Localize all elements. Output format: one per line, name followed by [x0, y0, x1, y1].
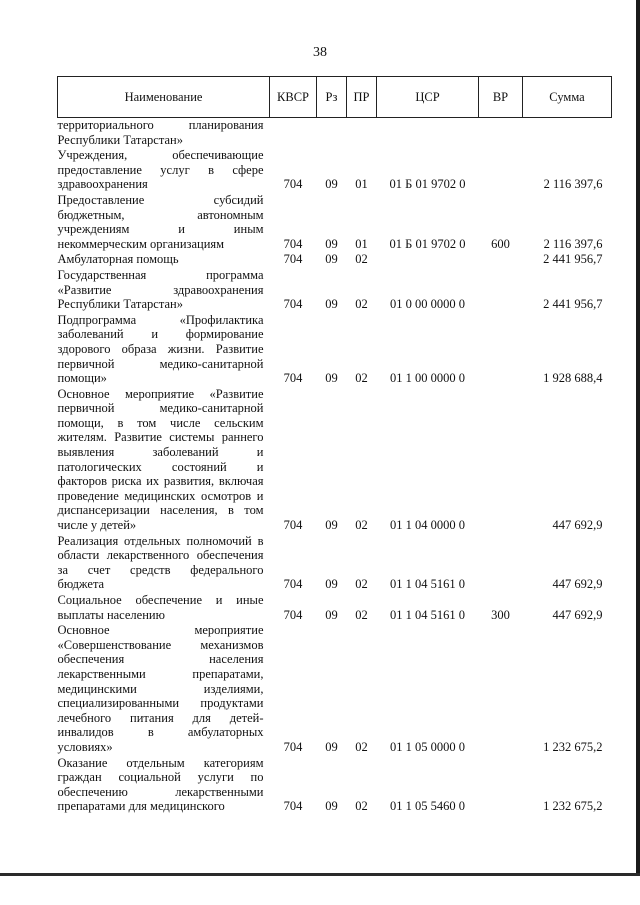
scan-bottom-edge	[0, 873, 640, 876]
row-name-line: первичной медико-санитарной	[57, 356, 264, 371]
row-pr: 01	[355, 177, 368, 192]
row-name-line: помощи, в том числе сельским	[57, 415, 264, 430]
row-rz: 09	[325, 236, 338, 251]
row-name-line: инвалидов в амбулаторных	[57, 725, 264, 740]
table-header-row	[58, 77, 612, 118]
row-name-line: жителям. Развитие системы раннего	[57, 430, 264, 445]
row-csr: 01 1 05 0000 0	[390, 739, 465, 754]
row-sum: 447 692,9	[552, 577, 603, 592]
header-kvsr: КВСР	[270, 77, 317, 118]
row-name-line: Предоставление субсидий	[57, 192, 264, 207]
row-csr: 01 1 04 0000 0	[390, 518, 465, 533]
row-name-line: Оказание отдельным категориям	[57, 755, 264, 770]
row-name	[58, 252, 270, 268]
row-name	[58, 623, 270, 755]
table-row	[58, 756, 612, 815]
row-name-line: лечебного питания для детей-	[57, 710, 264, 725]
row-name-line: условиях»	[57, 739, 113, 754]
row-sum: 2 441 956,7	[543, 252, 603, 267]
row-pr: 02	[355, 518, 368, 533]
row-name	[58, 387, 270, 534]
row-name-line: Республики Татарстан»	[57, 132, 183, 147]
row-csr: 01 0 00 0000 0	[390, 297, 465, 312]
row-sum: 447 692,9	[552, 518, 603, 533]
row-csr: 01 1 05 5460 0	[390, 799, 465, 814]
row-name-line: некоммерческим организациям	[57, 236, 225, 251]
row-vr	[479, 756, 523, 815]
row-sum	[523, 118, 612, 149]
row-name-line: Амбулаторная помощь	[57, 252, 179, 267]
row-kvsr: 704	[283, 577, 303, 592]
row-vr: 300	[491, 607, 510, 622]
table-row	[58, 118, 612, 149]
row-name-line: выявления заболеваний и	[57, 445, 264, 460]
row-name-line: выплаты населению	[57, 607, 165, 622]
table-row	[58, 387, 612, 534]
row-vr	[479, 268, 523, 313]
header-name: Наименование	[58, 77, 270, 118]
row-name-line: Социальное обеспечение и иные	[57, 593, 264, 607]
row-name	[58, 756, 270, 815]
row-name-line: «Совершенствование механизмов	[57, 637, 264, 652]
row-rz: 09	[325, 252, 338, 267]
scan-right-edge	[636, 0, 640, 876]
row-name-line: Республики Татарстан»	[57, 297, 183, 312]
row-pr: 02	[355, 799, 368, 814]
row-vr	[479, 387, 523, 534]
row-sum: 2 116 397,6	[543, 177, 603, 192]
row-csr: 01 1 00 0000 0	[390, 371, 465, 386]
row-name	[58, 268, 270, 313]
row-name-line: патологических состояний и	[57, 459, 264, 474]
row-csr	[377, 118, 479, 149]
table-row	[58, 593, 612, 623]
row-kvsr: 704	[283, 297, 303, 312]
table-row	[58, 268, 612, 313]
table-row	[58, 252, 612, 268]
row-kvsr: 704	[283, 799, 303, 814]
row-csr: 01 Б 01 9702 0	[389, 177, 466, 192]
row-name-line: Основное мероприятие «Развитие	[57, 386, 264, 401]
row-name-line: области лекарственного обеспечения	[57, 548, 264, 563]
row-name-line: факторов риска их развития, включая	[57, 474, 264, 489]
row-csr: 01 Б 01 9702 0	[389, 236, 466, 251]
row-pr: 02	[355, 607, 368, 622]
row-name-line: предоставление услуг в сфере	[57, 162, 264, 177]
row-rz: 09	[325, 739, 338, 754]
header-rz: Рз	[317, 77, 347, 118]
row-name-line: за счет средств федерального	[57, 562, 264, 577]
header-csr: ЦСР	[377, 77, 479, 118]
row-vr	[479, 313, 523, 387]
row-name-line: заболеваний и формирование	[57, 327, 264, 342]
row-sum: 1 232 675,2	[543, 799, 603, 814]
row-kvsr	[270, 118, 317, 149]
row-name-line: проведение медицинских осмотров и	[57, 488, 264, 503]
page-number: 38	[313, 45, 327, 60]
table-row	[58, 623, 612, 755]
row-name-line: числе у детей»	[57, 518, 137, 533]
row-sum: 2 441 956,7	[543, 297, 603, 312]
row-rz	[317, 118, 347, 149]
row-name-line: здравоохранения	[57, 177, 148, 192]
row-name	[58, 534, 270, 593]
row-rz: 09	[325, 297, 338, 312]
row-vr	[479, 534, 523, 593]
header-vr: ВР	[479, 77, 523, 118]
row-csr: 01 1 04 5161 0	[390, 607, 465, 622]
row-name-line: обеспечения населения	[57, 652, 264, 667]
header-sum: Сумма	[523, 77, 612, 118]
table-row	[58, 193, 612, 252]
row-rz: 09	[325, 799, 338, 814]
row-kvsr: 704	[283, 236, 303, 251]
row-pr: 02	[355, 739, 368, 754]
row-name-line: бюджета	[57, 577, 105, 592]
row-vr	[479, 148, 523, 193]
row-name	[58, 313, 270, 387]
row-csr: 01 1 04 5161 0	[390, 577, 465, 592]
row-name-line: обеспечению лекарственными	[57, 784, 264, 799]
row-name	[58, 593, 270, 623]
row-csr	[377, 252, 479, 268]
row-sum: 447 692,9	[552, 607, 603, 622]
row-pr: 02	[355, 371, 368, 386]
row-vr	[479, 623, 523, 755]
row-name	[58, 148, 270, 193]
row-name-line: диспансеризации населения, в том	[57, 503, 264, 518]
row-kvsr: 704	[283, 252, 303, 267]
row-pr: 02	[355, 297, 368, 312]
header-pr: ПР	[347, 77, 377, 118]
budget-table	[57, 76, 612, 815]
table-row	[58, 313, 612, 387]
row-sum: 1 928 688,4	[543, 371, 603, 386]
row-vr	[479, 252, 523, 268]
row-vr: 600	[491, 236, 510, 251]
row-kvsr: 704	[283, 371, 303, 386]
row-name-line: Реализация отдельных полномочий в	[57, 533, 264, 548]
row-name-line: первичной медико-санитарной	[57, 401, 264, 416]
row-pr: 02	[355, 577, 368, 592]
row-name-line: Подпрограмма «Профилактика	[57, 312, 264, 327]
row-kvsr: 704	[283, 739, 303, 754]
row-name-line: учреждениям и иным	[57, 222, 264, 237]
row-name	[58, 118, 270, 149]
row-rz: 09	[325, 371, 338, 386]
row-name-line: помощи»	[57, 371, 107, 386]
row-rz: 09	[325, 577, 338, 592]
row-rz: 09	[325, 518, 338, 533]
row-vr	[479, 118, 523, 149]
table-row	[58, 148, 612, 193]
row-pr: 01	[355, 236, 368, 251]
row-name	[58, 193, 270, 252]
row-name-line: «Развитие здравоохранения	[57, 282, 264, 297]
row-kvsr: 704	[283, 518, 303, 533]
row-rz: 09	[325, 607, 338, 622]
row-pr	[347, 118, 377, 149]
row-name-line: Основное мероприятие	[57, 623, 264, 638]
row-name-line: специализированными продуктами	[57, 696, 264, 711]
table-row	[58, 534, 612, 593]
row-rz: 09	[325, 177, 338, 192]
row-name-line: Учреждения, обеспечивающие	[57, 148, 264, 163]
row-sum: 1 232 675,2	[543, 739, 603, 754]
row-name-line: Государственная программа	[57, 267, 264, 282]
row-name-line: бюджетным, автономным	[57, 207, 264, 222]
row-kvsr: 704	[283, 177, 303, 192]
row-name-line: граждан социальной услуги по	[57, 770, 264, 785]
row-name-line: здорового образа жизни. Развитие	[57, 341, 264, 356]
row-pr: 02	[355, 252, 368, 267]
row-name-line: территориального планирования	[57, 118, 264, 132]
row-name-line: медицинскими изделиями,	[57, 681, 264, 696]
row-name-line: препаратами для медицинского	[57, 799, 225, 814]
row-sum: 2 116 397,6	[543, 236, 603, 251]
row-name-line: лекарственными препаратами,	[57, 666, 264, 681]
row-kvsr: 704	[283, 607, 303, 622]
